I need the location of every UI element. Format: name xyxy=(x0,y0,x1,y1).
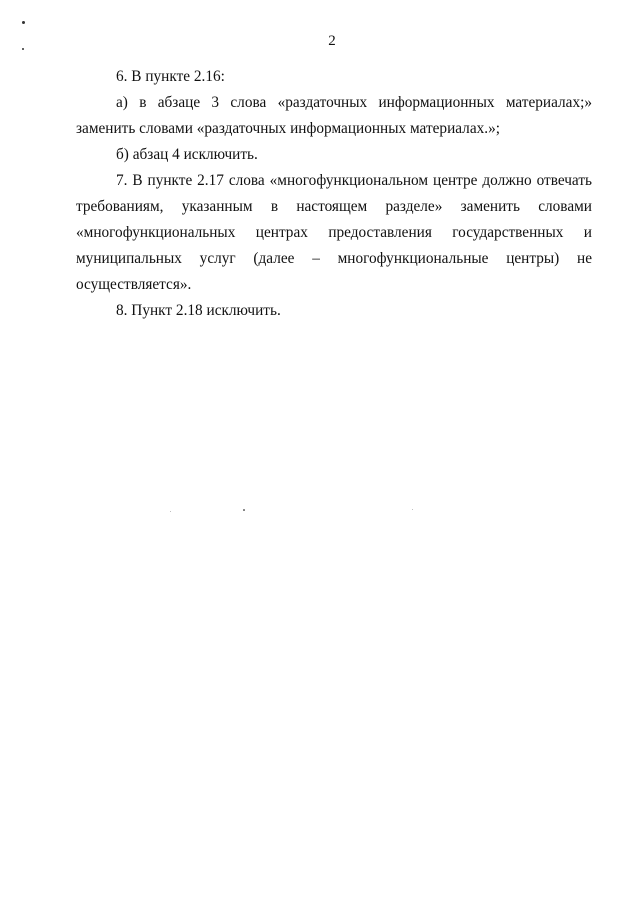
page-number: 2 xyxy=(328,33,336,49)
scan-speck xyxy=(412,509,413,510)
paragraph-item-7: 7. В пункте 2.17 слова «многофункциональном центре должно отвечать требованиям, указанным в настоящем разделе» заменить словами «многофункциональных центрах предоставления государственных и муниципальных услуг (далее – многофункциональные центры) не осуществляется». xyxy=(76,172,592,293)
paragraph-subitem-a: а) в абзаце 3 слова «раздаточных информационных материалах;» заменить словами «раздаточных информационных материалах.»; xyxy=(76,94,592,137)
scan-speck xyxy=(170,511,171,512)
document-body xyxy=(76,64,592,324)
paragraph-item-8: 8. Пункт 2.18 исключить. xyxy=(116,302,281,319)
scan-speck xyxy=(243,509,245,511)
scan-speck xyxy=(22,21,25,24)
paragraph-subitem-b: б) абзац 4 исключить. xyxy=(116,146,258,163)
paragraph-item-6: 6. В пункте 2.16: xyxy=(116,68,225,85)
